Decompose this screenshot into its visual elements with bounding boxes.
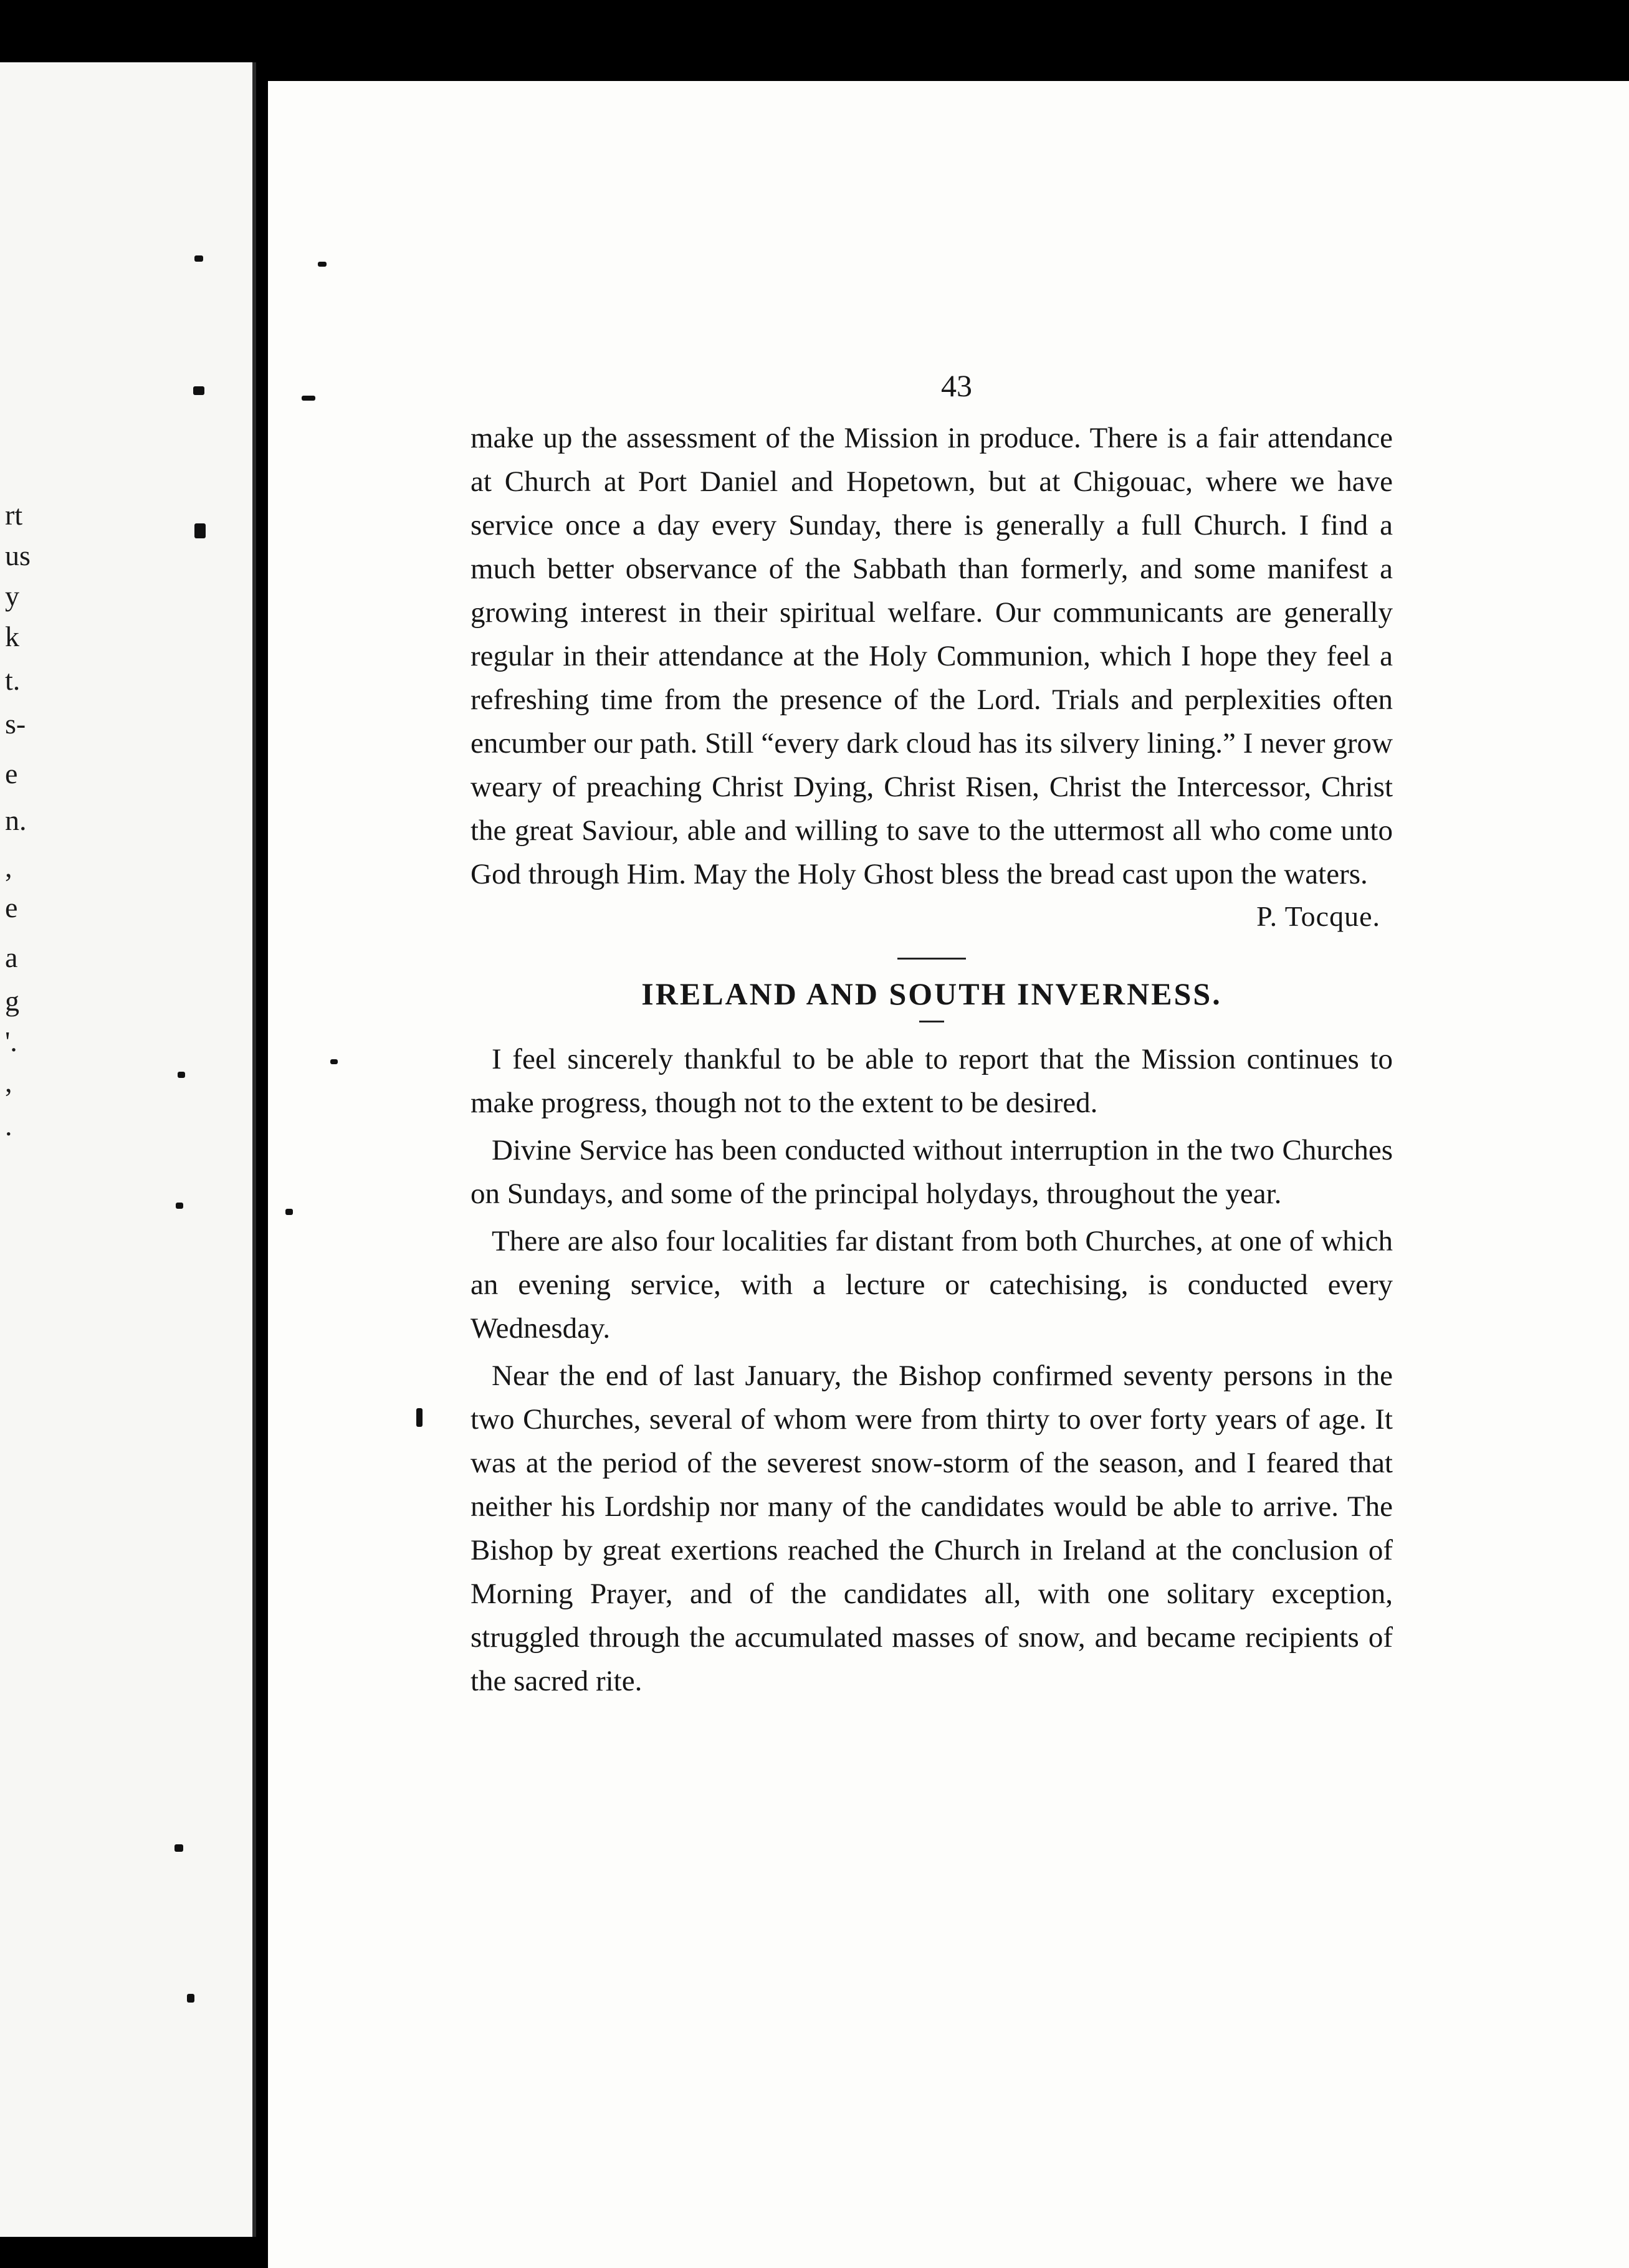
fragment: e	[5, 758, 18, 789]
ink-mark	[302, 396, 315, 401]
signature: P. Tocque.	[1256, 900, 1380, 932]
paragraph: Near the end of last January, the Bishop confirmed seventy persons in the two Churches, several of whom were from thirty to over forty years of age. It was at the period of the severest snow-storm of the season, and I feared that neither his Lordship nor many of the candidates would be able to arrive. The Bishop by great exertions reached the Church in Ireland at the conclusion of Morning Prayer, and of the candidates all, with one solitary exception, struggled through the accumulated masses of snow, and became recipients of the sacred rite.	[471, 1360, 1393, 1697]
ink-mark	[194, 255, 203, 262]
left-page-edge	[0, 62, 256, 2237]
report-continuation: make up the assessment of the Mission in produce. There is a fair attendance at Church at Port Daniel and Hopetown, but at Chigouac, where we have service once a day every Sunday, there is generally a full Church. I find a much better observance of the Sabbath than formerly, and some manifest a growing interest in their spiritual welfare. Our communicants are generally regular in their attendance at the Holy Communion, which I hope they feel a refreshing time from the presence of the Lord. Trials and perplexities often encumber our path. Still “every dark cloud has its silvery lining.” I never grow weary of preaching Christ Dying, Christ Risen, Christ the Intercessor, Christ the great Saviour, able and willing to save to the uttermost all who come unto God through Him. May the Holy Ghost bless the bread cast upon the waters.	[471, 422, 1393, 890]
fragment: k	[5, 621, 19, 652]
ink-mark	[174, 1844, 183, 1852]
fragment: g	[5, 985, 19, 1017]
fragment: us	[5, 540, 31, 571]
fragment: e	[5, 892, 18, 923]
fragment: rt	[5, 499, 23, 531]
heading-underline	[919, 1021, 944, 1022]
ink-mark	[176, 1203, 183, 1209]
ink-mark	[318, 262, 327, 267]
fragment: ,	[5, 1066, 12, 1098]
section-heading: IRELAND AND SOUTH INVERNESS.	[641, 976, 1222, 1011]
fragment: .	[5, 1110, 12, 1141]
ink-mark	[193, 386, 204, 395]
fragment: t.	[5, 664, 21, 696]
fragment: ,	[5, 851, 12, 883]
ink-mark	[194, 523, 206, 538]
paragraph: I feel sincerely thankful to be able to report that the Mission continues to make progress, though not to the extent to be desired.	[471, 1043, 1393, 1119]
fragment: '.	[5, 1026, 17, 1057]
fragment: y	[5, 580, 19, 612]
fragment: s-	[5, 708, 26, 740]
paragraph: Divine Service has been conducted without interruption in the two Churches on Sundays, and some of the principal holydays, throughout the year.	[471, 1134, 1393, 1210]
fragment: n.	[5, 804, 27, 836]
page-content	[471, 368, 1393, 1703]
ink-mark	[187, 1994, 194, 2003]
paragraph: There are also four localities far distant from both Churches, at one of which an evening service, with a lecture or catechising, is conducted every Wednesday.	[471, 1225, 1393, 1345]
ink-mark	[285, 1209, 293, 1215]
page-number: 43	[941, 368, 972, 403]
ink-mark	[416, 1408, 423, 1427]
right-page	[268, 81, 1629, 2268]
ink-mark	[330, 1059, 338, 1064]
section-divider	[897, 958, 966, 960]
fragment: a	[5, 941, 18, 973]
ink-mark	[178, 1072, 185, 1078]
